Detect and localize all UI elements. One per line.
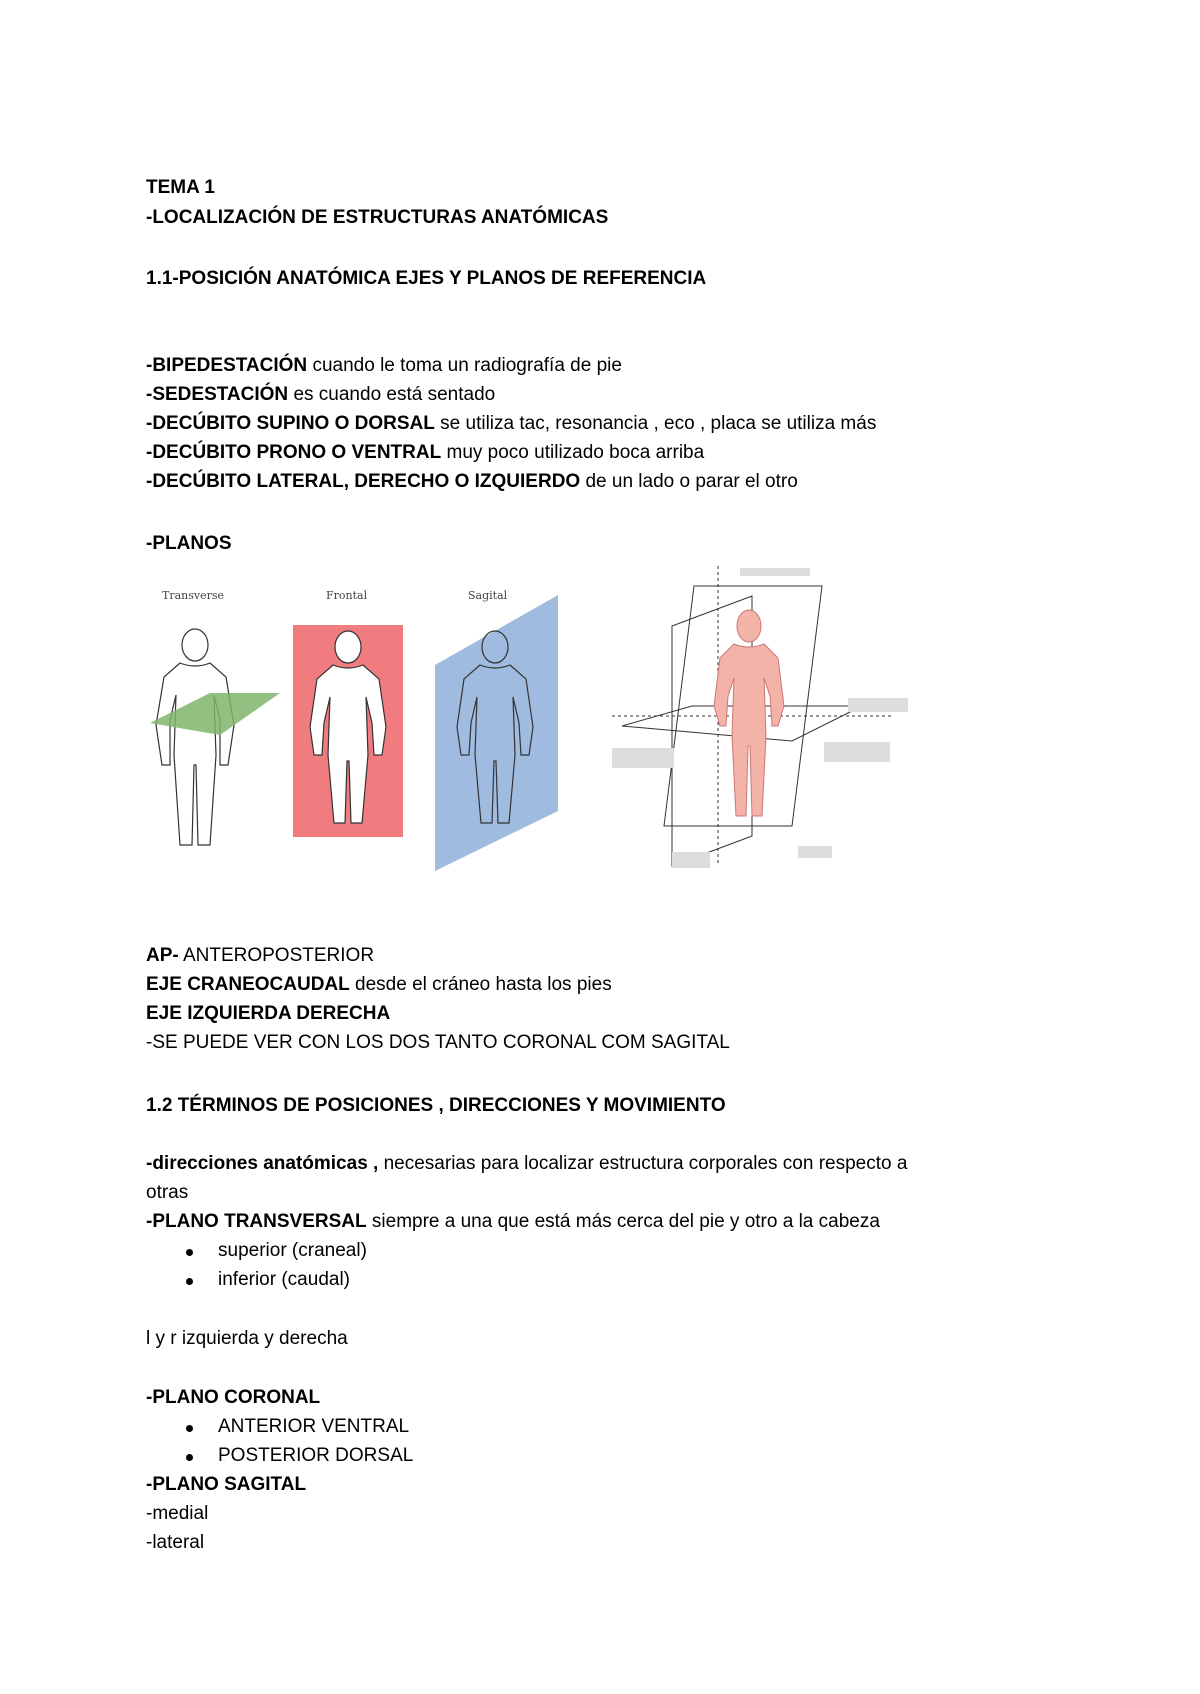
lr-note: l y r izquierda y derecha [146,1328,348,1349]
position-item: -DECÚBITO LATERAL, DERECHO O IZQUIERDO de un lado o parar el otro [146,471,798,492]
body-illustration [714,610,784,816]
both-views-note: -SE PUEDE VER CON LOS DOS TANTO CORONAL COM SAGITAL [146,1032,730,1053]
section-heading-1-2: 1.2 TÉRMINOS DE POSICIONES , DIRECCIONES Y MOVIMIENTO [146,1095,726,1116]
list-item: -medial [146,1503,209,1524]
transversal-line: -PLANO TRANSVERSAL siempre a una que está más cerca del pie y otro a la cabeza [146,1211,880,1232]
list-item: ANTERIOR VENTRAL [218,1416,410,1437]
directions-line: -direcciones anatómicas , necesarias para localizar estructura corporales con respecto a [146,1153,908,1174]
list-item: POSTERIOR DORSAL [218,1445,414,1466]
bullet-icon [186,1425,193,1432]
list-item: -lateral [146,1532,205,1553]
bullet-icon [186,1454,193,1461]
axis-item: AP- ANTEROPOSTERIOR [146,945,375,966]
topic-title: -LOCALIZACIÓN DE ESTRUCTURAS ANATÓMICAS [146,207,609,228]
frontal-figure [293,625,403,837]
position-item: -BIPEDESTACIÓN cuando le toma un radiografía de pie [146,355,622,376]
transverse-label: Transverse [162,589,225,602]
sagital-label: Sagital [468,589,508,602]
position-item: -DECÚBITO SUPINO O DORSAL se utiliza tac, resonancia , eco , placa se utiliza más [146,413,877,434]
list-item: inferior (caudal) [218,1269,350,1290]
anatomical-axes-figure [612,566,912,876]
position-item: -DECÚBITO PRONO O VENTRAL muy poco utilizado boca arriba [146,442,705,463]
sagital-heading: -PLANO SAGITAL [146,1474,307,1495]
bullet-icon [186,1249,193,1256]
frontal-label: Frontal [326,589,368,602]
topic-number: TEMA 1 [146,177,215,198]
section-heading-1-1: 1.1-POSICIÓN ANATÓMICA EJES Y PLANOS DE REFERENCIA [146,268,707,289]
sagital-figure [435,595,558,871]
list-item: superior (craneal) [218,1240,367,1261]
transverse-figure [150,629,280,845]
axis-item: EJE IZQUIERDA DERECHA [146,1003,391,1024]
position-item: -SEDESTACIÓN es cuando está sentado [146,384,496,405]
bullet-icon [186,1278,193,1285]
anatomical-planes-figure [150,565,560,885]
axis-item: EJE CRANEOCAUDAL desde el cráneo hasta los pies [146,974,612,995]
directions-line-cont: otras [146,1182,189,1203]
coronal-heading: -PLANO CORONAL [146,1387,321,1408]
sagital-plane [435,595,558,871]
planos-heading: -PLANOS [146,533,232,554]
